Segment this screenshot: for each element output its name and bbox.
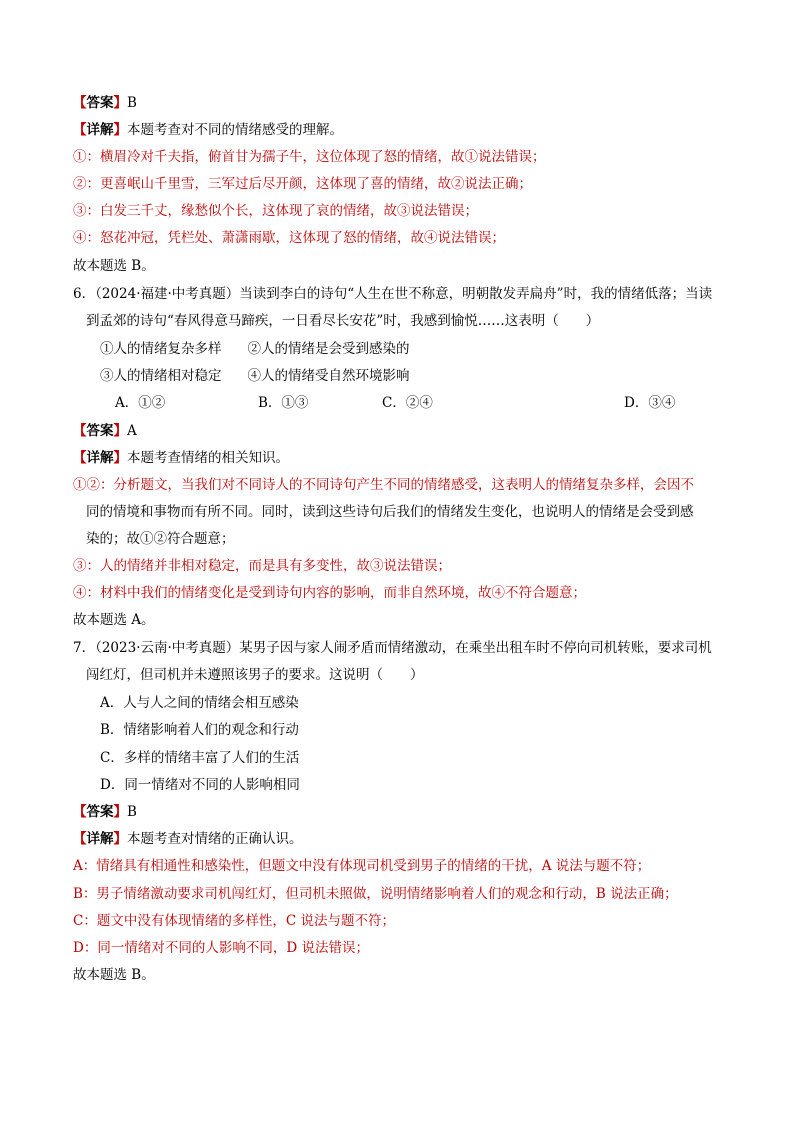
q6-statement-4: ④人的情绪受自然环境影响 — [247, 368, 410, 384]
q5-explanation-3: ③：白发三千丈，缘愁似个长，这体现了哀的情绪，故③说法错误； — [73, 203, 478, 219]
q7-explanation-a: A：情绪具有相通性和感染性，但题文中没有体现司机受到男子的情绪的干扰，A 说法与题不符； — [73, 858, 651, 874]
q5-explanation-4: ④：怒花冲冠，凭栏处、萧潇雨歇，这体现了怒的情绪，故④说法错误； — [73, 230, 505, 246]
q6-exp1-line-1 — [73, 476, 694, 494]
q5-detail-close: 】 — [113, 122, 127, 138]
q7-detail-text: 本题考查对情绪的正确认识。 — [127, 831, 303, 847]
q7-option-c[interactable]: C．多样的情绪丰富了人们的生活 — [100, 750, 300, 766]
q7-option-d[interactable]: D．同一情绪对不同的人影响相同 — [100, 777, 300, 793]
q6-choice-d[interactable]: D．③④ — [624, 395, 676, 411]
q5-explanation-2: ②：更喜岷山千里雪，三军过后尽开颜，这体现了喜的情绪，故②说法正确； — [73, 176, 532, 192]
q5-detail-open: 【 — [73, 122, 87, 138]
q5-explanation-1: ①：横眉冷对千夫指，俯首甘为孺子牛，这位体现了怒的情绪，故①说法错误； — [73, 149, 546, 165]
q6-statement-row-1 — [100, 340, 410, 358]
q5-answer-line — [73, 94, 137, 112]
q5-detail-text: 本题考查对不同的情绪感受的理解。 — [127, 122, 343, 138]
q7-conclusion: 故本题选 B。 — [73, 967, 155, 983]
q6-choice-c[interactable]: C．②④ — [382, 395, 433, 411]
q6-detail-close: 】 — [113, 450, 127, 466]
q7-answer-line — [73, 803, 137, 821]
q6-answer-open: 【 — [73, 423, 87, 439]
q6-answer-label: 答案 — [86, 423, 114, 439]
q6-answer-value: A — [127, 423, 137, 439]
q7-stem-line-1: 7．（2023·云南·中考真题）某男子因与家人闹矛盾而情绪激动，在乘坐出租车时不停向司机转账，要求司机 — [73, 640, 712, 656]
q6-detail-open: 【 — [73, 450, 87, 466]
q5-answer-label: 答案 — [86, 95, 114, 111]
q7-explanation-b: B：男子情绪激动要求司机闯红灯，但司机未照做，说明情绪影响着人们的观念和行动，B 说法正确； — [73, 886, 678, 902]
q6-exp1-line-2: 同的情境和事物而有所不同。同时，读到这些诗句后我们的情绪发生变化，也说明人的情绪是会受到感 — [86, 504, 694, 520]
q6-answer-line — [73, 422, 137, 440]
q7-explanation-d: D：同一情绪对不同的人影响不同，D 说法错误； — [73, 940, 369, 956]
q6-choice-a[interactable]: A．①② — [115, 395, 166, 411]
q6-detail-label: 详解 — [86, 450, 114, 466]
q5-detail-line — [73, 121, 343, 139]
q6-exp2: ③：人的情绪并非相对稳定，而是具有多变性，故③说法错误； — [73, 558, 451, 574]
q6-conclusion: 故本题选 A。 — [73, 612, 155, 628]
q5-answer-value: B — [127, 95, 137, 111]
q6-stem-line-2: 到孟郊的诗句“春风得意马蹄疾，一日看尽长安花”时，我感到愉悦……这表明（ ） — [86, 313, 600, 329]
q6-detail-text: 本题考查情绪的相关知识。 — [127, 450, 289, 466]
q6-statement-3: ③人的情绪相对稳定 — [100, 368, 222, 384]
q7-detail-label: 详解 — [86, 831, 114, 847]
q7-option-b[interactable]: B．情绪影响着人们的观念和行动 — [100, 722, 299, 738]
q7-answer-close: 】 — [113, 804, 127, 820]
q7-detail-open: 【 — [73, 831, 87, 847]
q6-answer-close: 】 — [113, 423, 127, 439]
q7-answer-label: 答案 — [86, 804, 114, 820]
q7-detail-close: 】 — [113, 831, 127, 847]
q5-answer-open: 【 — [73, 95, 87, 111]
q6-exp1-line-1-text: ①②：分析题文，当我们对不同诗人的不同诗句产生不同的情绪感受，这表明人的情绪复杂多样，会因不 — [73, 477, 694, 493]
q6-exp3: ④：材料中我们的情绪变化是受到诗句内容的影响，而非自然环境，故④不符合题意； — [73, 585, 586, 601]
q7-answer-value: B — [127, 804, 137, 820]
q6-choice-b[interactable]: B．①③ — [258, 395, 309, 411]
q6-statement-1: ①人的情绪复杂多样 — [100, 341, 222, 357]
q7-stem-line-2: 闯红灯，但司机并未遵照该男子的要求。这说明（ ） — [86, 667, 424, 683]
q5-conclusion: 故本题选 B。 — [73, 258, 155, 274]
q6-exp1-line-3: 染的；故①②符合题意； — [86, 531, 235, 547]
q6-statement-row-2 — [100, 367, 410, 385]
q7-option-a[interactable]: A．人与人之间的情绪会相互感染 — [100, 695, 299, 711]
q7-explanation-c: C：题文中没有体现情绪的多样性，C 说法与题不符； — [73, 913, 395, 929]
q6-statement-2: ②人的情绪是会受到感染的 — [247, 341, 410, 357]
q7-detail-line — [73, 830, 303, 848]
q5-detail-label: 详解 — [86, 122, 114, 138]
q5-answer-close: 】 — [113, 95, 127, 111]
q6-detail-line — [73, 449, 289, 467]
q7-answer-open: 【 — [73, 804, 87, 820]
q6-stem-line-1: 6．（2024·福建·中考真题）当读到李白的诗句“人生在世不称意，明朝散发弄扁舟”时，我的情绪低落；当读 — [73, 286, 713, 302]
